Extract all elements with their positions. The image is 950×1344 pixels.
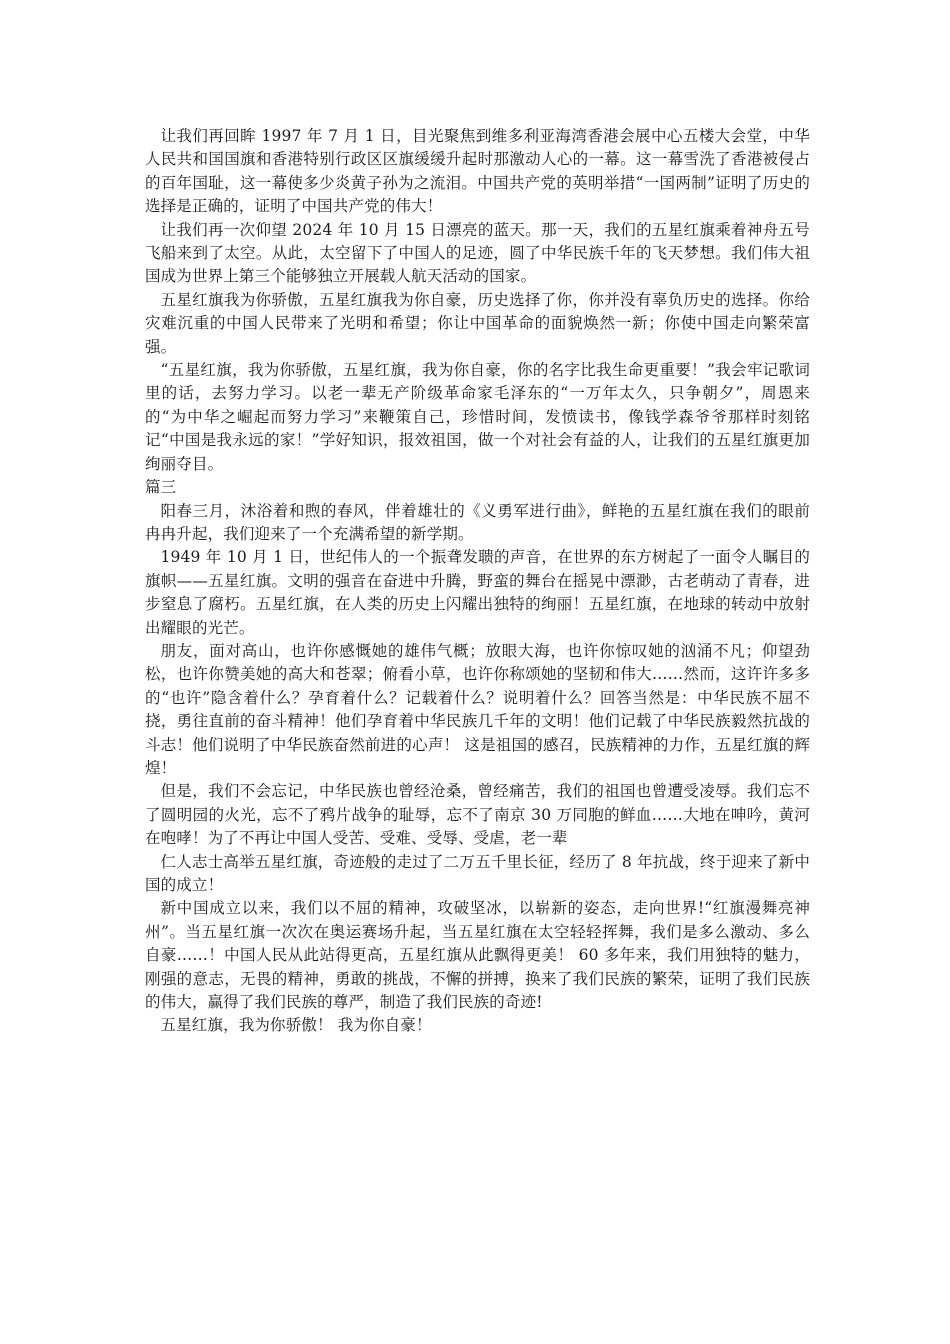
paragraph-long-march: 仁人志士高举五星红旗，奇迹般的走过了二万五千里长征，经历了 8 年抗战，终于迎来了新中国的成立！ (145, 852, 810, 894)
paragraph-hong-kong-return: 让我们再回眸 1997 年 7 月 1 日，目光聚焦到维多利亚海湾香港会展中心五楼大会堂，中华人民共和国国旗和香港特别行政区区旗缓缓升起时那激动人心的一幕。这一幕雪洗了香港被侵占的百年国耻，这一幕使多少炎黄子孙为之流泪。中国共产党的英明举措“一国两制”证明了历史的选择是正确的，证明了中国共产党的伟大！ (145, 127, 810, 216)
paragraph-spring-ceremony: 阳春三月，沐浴着和煦的春风，伴着雄壮的《义勇军进行曲》，鲜艳的五星红旗在我们的眼前冉冉升起，我们迎来了一个充满希望的新学期。 (145, 501, 810, 543)
paragraph-founding-1949: 1949 年 10 月 1 日，世纪伟人的一个振聋发聩的声音，在世界的东方树起了一面令人瞩目的旗帜——五星红旗。文明的强音在奋进中升腾，野蛮的舞台在摇晃中漂渺，古老萌动了青春，进步窒息了腐朽。五星红旗，在人类的历史上闪耀出独特的绚丽！五星红旗，在地球的转动中放射出耀眼的光芒。 (145, 548, 810, 637)
section-heading: 篇三 (145, 478, 177, 497)
paragraph-flag-pride: 五星红旗我为你骄傲，五星红旗我为你自豪，历史选择了你，你并没有辜负历史的选择。你给灾难沉重的中国人民带来了光明和希望；你让中国革命的面貌焕然一新；你使中国走向繁荣富强。 (145, 290, 810, 356)
paragraph-history-suffering: 但是，我们不会忘记，中华民族也曾经沧桑，曾经痛苦，我们的祖国也曾遭受凌辱。我们忘不了圆明园的火光，忘不了鸦片战争的耻辱，忘不了南京 30 万同胞的鲜血……大地在呻吟，黄河在咆哮！为了不再让中国人受苦、受难、受辱、受虐，老一辈 (145, 782, 810, 848)
paragraph-shenzhou-flight: 让我们再一次仰望 2024 年 10 月 15 日漂亮的蓝天。那一天，我们的五星红旗乘着神舟五号飞船来到了太空。从此，太空留下了中国人的足迹，圆了中华民族千年的飞天梦想。我们伟大祖国成为世界上第三个能够独立开展载人航天活动的国家。 (145, 220, 810, 286)
paragraph-friend-mountains: 朋友，面对高山，也许你感慨她的雄伟气概；放眼大海，也许你惊叹她的汹涌不凡；仰望劲松，也许你赞美她的高大和苍翠；俯看小草，也许你称颂她的坚韧和伟大……然而，这许许多多的“也许”隐含着什么？孕育着什么？记载着什么？说明着什么？回答当然是：中华民族不屈不挠，勇往直前的奋斗精神！他们孕育着中华民族几千年的文明！他们记载了中华民族毅然抗战的斗志！他们说明了中华民族奋然前进的心声！ 这是祖国的感召，民族精神的力作，五星红旗的辉煌！ (145, 641, 810, 777)
article-body (145, 125, 810, 1038)
paragraph-song-lyrics: “五星红旗，我为你骄傲，五星红旗，我为你自豪，你的名字比我生命更重要！”我会牢记歌词里的话，去努力学习。以老一辈无产阶级革命家毛泽东的“一万年太久，只争朝夕”，周恩来的“为中华之崛起而努力学习”来鞭策自己，珍惜时间，发愤读书，像钱学森爷爷那样时刻铭记“中国是我永远的家！”学好知识，报效祖国，做一个对社会有益的人，让我们的五星红旗更加绚丽夺目。 (145, 361, 810, 473)
paragraph-closing: 五星红旗，我为你骄傲！ 我为你自豪！ (160, 1016, 432, 1035)
paragraph-new-china: 新中国成立以来，我们以不屈的精神，攻破坚冰，以崭新的姿态，走向世界!“红旗漫舞亮神州”。当五星红旗一次次在奥运赛场升起，当五星红旗在太空轻轻挥舞，我们是多么激动、多么自豪……！中国人民从此站得更高，五星红旗从此飘得更美！ 60 多年来，我们用独特的魅力，刚强的意志，无畏的精神，勇敢的挑战，不懈的拼搏，换来了我们民族的繁荣，证明了我们民族的伟大，赢得了我们民族的尊严，制造了我们民族的奇迹! (145, 899, 810, 1012)
